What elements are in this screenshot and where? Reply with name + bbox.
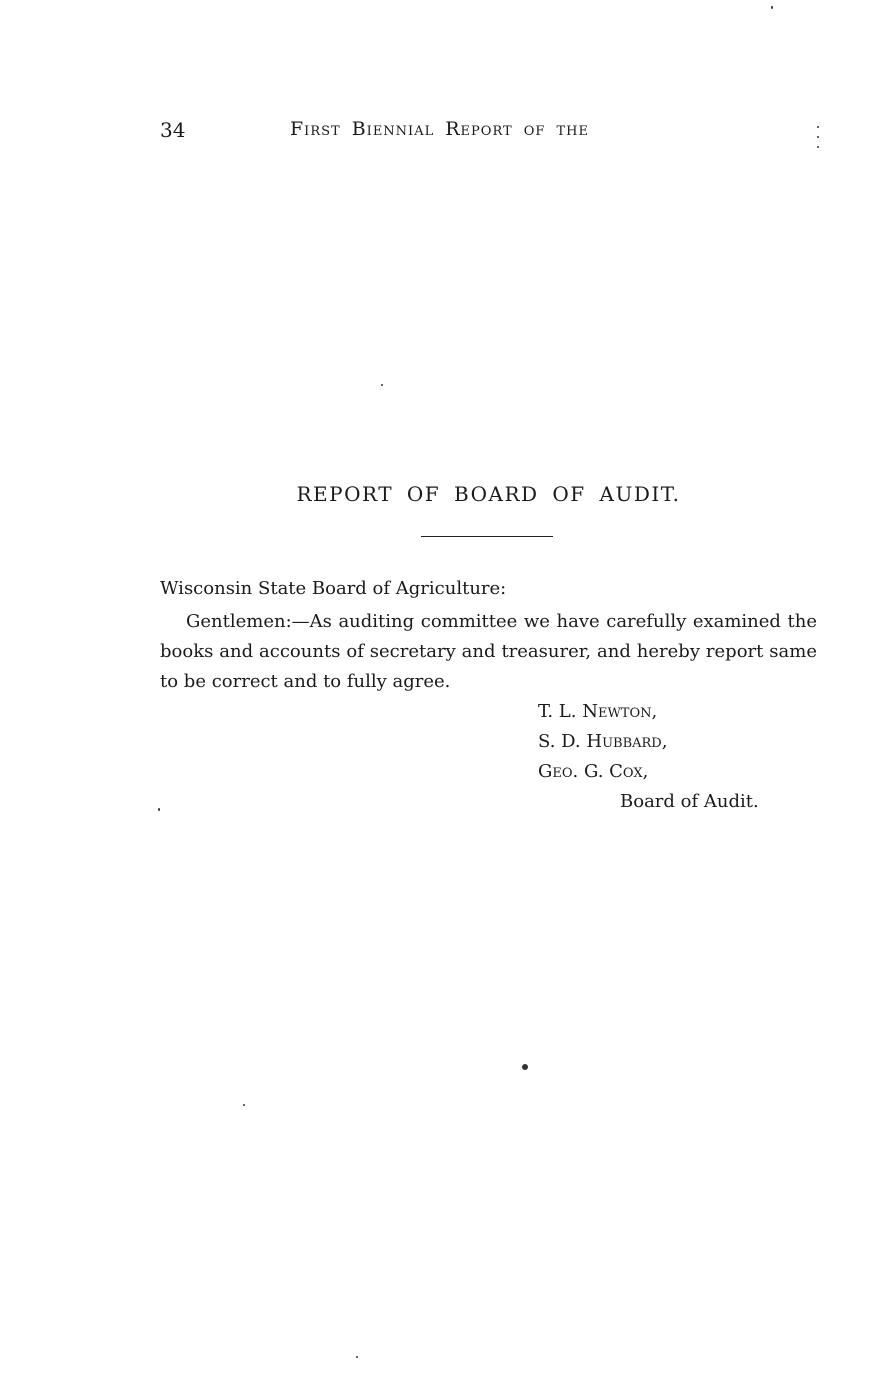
letter-body-paragraph: Gentlemen:—As auditing committee we have carefully examined the books and accounts of secretary and treasurer, and hereby report same to be correct and to fully agree. (160, 611, 817, 692)
scan-speck (817, 146, 819, 148)
section-title: REPORT OF BOARD OF AUDIT. (296, 482, 681, 506)
scan-speck (522, 1064, 528, 1070)
signatory-name: Geo. G. Cox, (538, 761, 649, 782)
page-number: 34 (160, 118, 186, 142)
letter-salutation: Wisconsin State Board of Agriculture: (160, 578, 507, 599)
scan-speck (381, 384, 383, 386)
board-designation: Board of Audit. (620, 791, 759, 812)
scan-speck (158, 808, 160, 811)
scan-speck (243, 1104, 245, 1106)
running-title: First Biennial Report of the (290, 118, 589, 140)
running-head (160, 118, 720, 148)
signatory-name: S. D. Hubbard, (538, 731, 668, 752)
scan-speck (771, 6, 773, 9)
title-divider-rule (421, 536, 553, 537)
scan-speck (817, 136, 819, 138)
scan-speck (817, 126, 819, 128)
letter-body (160, 607, 817, 697)
scan-speck (356, 1356, 358, 1358)
signature-block (538, 697, 759, 817)
signatory-name: T. L. Newton, (538, 701, 658, 722)
